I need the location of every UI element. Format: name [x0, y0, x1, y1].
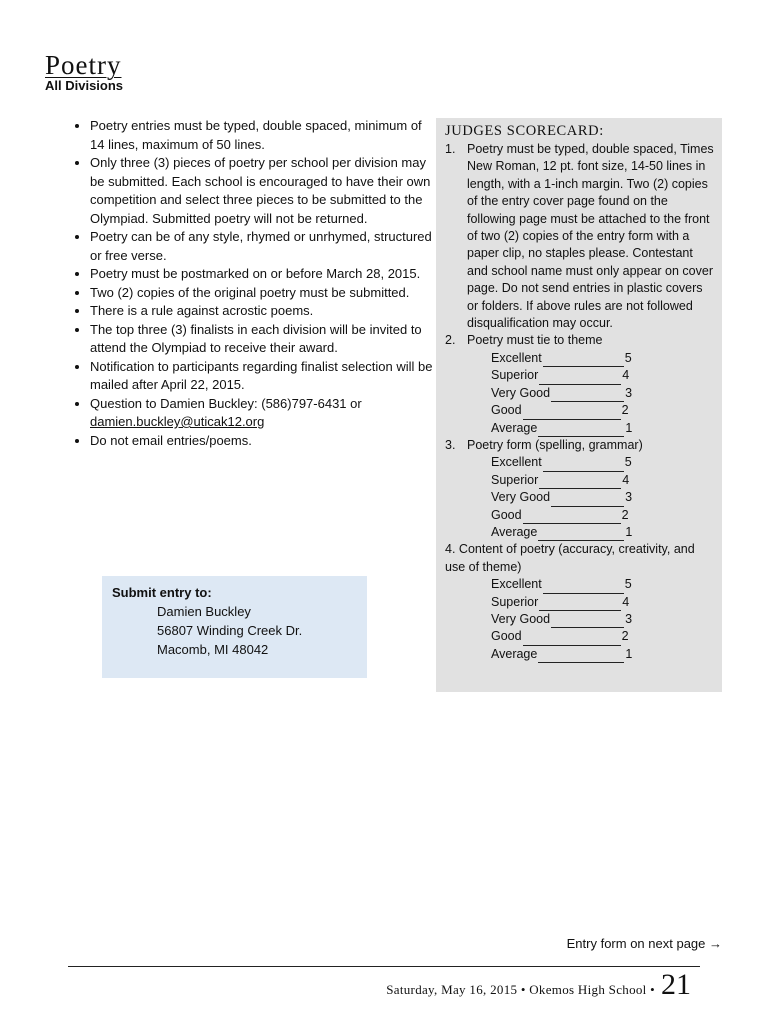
submit-street: 56807 Winding Creek Dr. — [157, 623, 303, 638]
score-blank[interactable] — [538, 528, 624, 541]
rule-item: • Poetry must be postmarked on or before March 28, 2015. — [90, 265, 438, 284]
next-page-note: Entry form on next page → — [566, 936, 722, 951]
submit-name: Damien Buckley — [157, 604, 251, 619]
criterion-3 — [445, 437, 714, 454]
page-subtitle: All Divisions — [45, 78, 124, 93]
score-scale — [445, 576, 714, 663]
score-row: Superior 4 — [491, 472, 714, 489]
page-title: Poetry — [45, 50, 122, 80]
score-blank[interactable] — [523, 407, 621, 420]
submit-heading: Submit entry to: — [112, 585, 212, 600]
criterion-number: 1. — [445, 142, 456, 156]
score-blank[interactable] — [523, 511, 621, 524]
score-blank[interactable] — [539, 372, 621, 385]
criterion-text: Poetry form (spelling, grammar) — [467, 437, 643, 452]
page-number: 21 — [661, 968, 691, 1001]
score-blank[interactable] — [539, 598, 621, 611]
score-row: Superior 4 — [491, 594, 714, 611]
question-text: Question to Damien Buckley: (586)797-6431 or — [90, 395, 362, 411]
score-scale — [445, 350, 714, 437]
criterion-text: Poetry must be typed, double spaced, Times New Roman, 12 pt. font size, 14-50 lines in length, with a 1-inch margin. Two (2) copies of the entry cover page found on the following page must be attached to the front of two (2) copies of the entry form with a paper clip, no staples please. Contestant and school name must only appear on cover page. Do not send entries in plastic covers or folders. If above rules are not followed disqualification may occur. — [467, 142, 714, 331]
criterion-1 — [445, 141, 714, 332]
criterion-number: 3. — [445, 437, 456, 452]
score-blank[interactable] — [538, 424, 624, 437]
score-row: Good 2 — [491, 507, 714, 524]
score-blank[interactable] — [523, 633, 621, 646]
judges-scorecard — [436, 118, 722, 692]
footer-text: Saturday, May 16, 2015 • Okemos High School • — [386, 982, 655, 997]
score-row: Excellent 5 — [491, 350, 714, 367]
score-row: Very Good 3 — [491, 489, 714, 506]
score-blank[interactable] — [543, 581, 624, 594]
score-row: Superior 4 — [491, 367, 714, 384]
score-row: Very Good 3 — [491, 385, 714, 402]
score-row: Excellent 5 — [491, 454, 714, 471]
rule-item: • Two (2) copies of the original poetry must be submitted. — [90, 284, 438, 303]
scorecard-title: JUDGES SCORECARD: — [445, 123, 604, 139]
criterion-text: Content of poetry (accuracy, creativity, and use of theme) — [445, 542, 695, 574]
rule-item: • Do not email entries/poems. — [90, 432, 438, 451]
rule-item: • Poetry entries must be typed, double spaced, minimum of 14 lines, maximum of 50 lines. — [90, 117, 438, 154]
criterion-number: 2. — [445, 333, 456, 348]
rule-item: • Only three (3) pieces of poetry per school per division may be submitted. Each school is encouraged to have their own competition and select three pieces to be submitted to the Olympiad. Submitted poetry will not be returned. — [90, 154, 438, 228]
criterion-2 — [445, 332, 714, 349]
email-link[interactable]: damien.buckley@uticak12.org — [90, 414, 265, 429]
rule-item-question — [90, 395, 438, 432]
score-row: Average 1 — [491, 420, 714, 437]
criterion-text: Poetry must tie to theme — [467, 333, 603, 348]
score-blank[interactable] — [543, 459, 624, 472]
score-blank[interactable] — [551, 389, 624, 402]
rule-item: • There is a rule against acrostic poems. — [90, 302, 438, 321]
score-blank[interactable] — [551, 494, 624, 507]
rules-list — [66, 117, 438, 450]
score-blank[interactable] — [551, 615, 624, 628]
score-blank[interactable] — [539, 476, 621, 489]
score-scale — [445, 454, 714, 541]
score-row: Average 1 — [491, 646, 714, 663]
score-row: Good 2 — [491, 628, 714, 645]
criterion-number: 4. — [445, 542, 456, 557]
score-row: Average 1 — [491, 524, 714, 541]
submit-entry-box — [102, 576, 367, 678]
score-blank[interactable] — [543, 354, 624, 367]
rule-item: • Notification to participants regarding finalist selection will be mailed after April 22, 2015. — [90, 358, 438, 395]
score-row: Good 2 — [491, 402, 714, 419]
score-blank[interactable] — [538, 650, 624, 663]
submit-city: Macomb, MI 48042 — [157, 642, 269, 657]
rule-item: • The top three (3) finalists in each division will be invited to attend the Olympiad to receive their award. — [90, 321, 438, 358]
criterion-4 — [445, 541, 714, 576]
page-footer — [386, 968, 691, 1002]
score-row: Excellent 5 — [491, 576, 714, 593]
rule-item: • Poetry can be of any style, rhymed or unrhymed, structured or free verse. — [90, 228, 438, 265]
score-row: Very Good 3 — [491, 611, 714, 628]
footer-divider — [68, 966, 700, 967]
